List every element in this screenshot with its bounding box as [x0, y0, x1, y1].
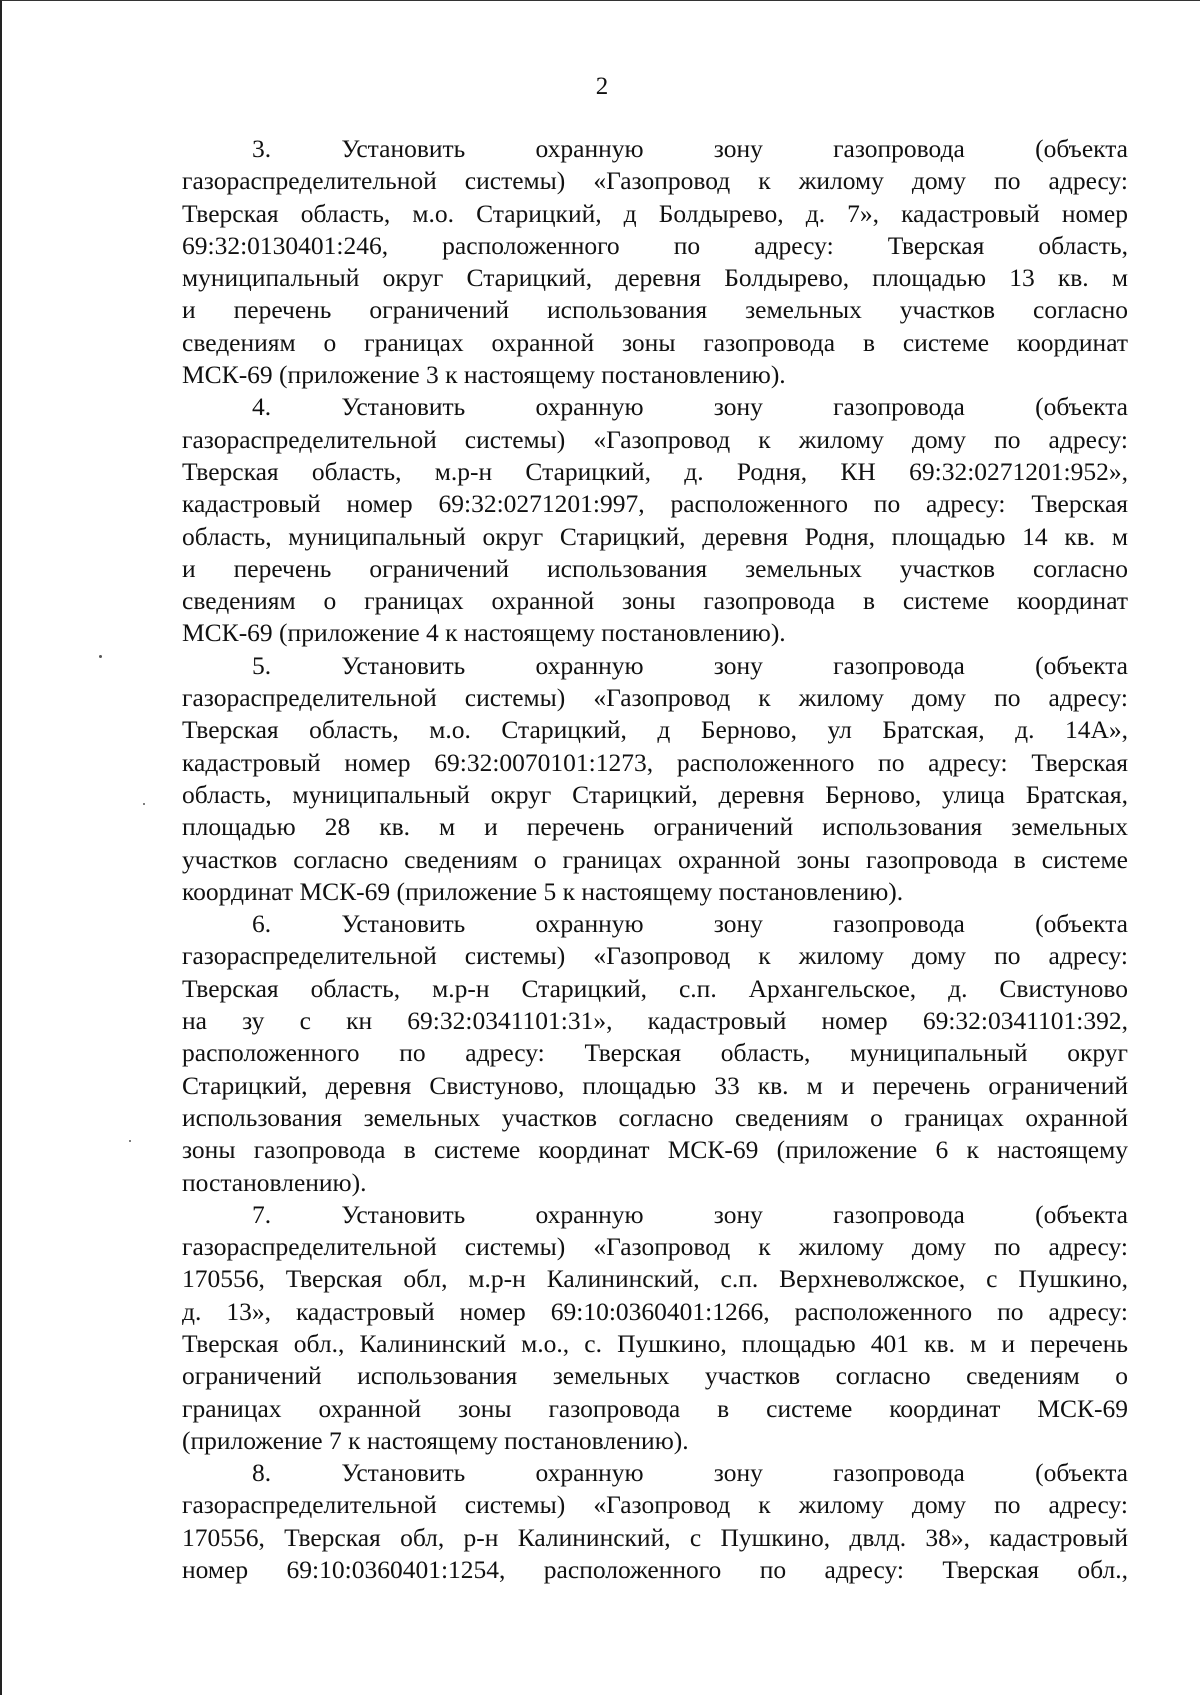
paragraph-line: 3. Установить охранную зону газопровода (объекта	[252, 134, 1128, 163]
paragraph-5	[182, 650, 1128, 908]
paragraph-line: использования земельных участков согласно сведениям о границах охранной	[182, 1102, 1128, 1132]
paragraph-line: координат МСК-69 (приложение 5 к настоящему постановлению).	[182, 876, 904, 906]
scan-speck	[143, 803, 145, 805]
paragraph-line: газораспределительной системы) «Газопровод к жилому дому по адресу:	[182, 166, 1128, 196]
paragraph-line: Старицкий, деревня Свистуново, площадью 33 кв. м и перечень ограничений	[182, 1070, 1128, 1100]
paragraph-line: 8. Установить охранную зону газопровода (объекта	[252, 1458, 1128, 1488]
paragraph-line: Тверская область, м.о. Старицкий, д Берново, ул Братская, д. 14А»,	[182, 715, 1128, 745]
page-number: 2	[595, 73, 609, 100]
paragraph-line: сведениям о границах охранной зоны газопровода в системе координат	[182, 586, 1128, 616]
paragraph-line: кадастровый номер 69:32:0070101:1273, расположенного по адресу: Тверская	[182, 747, 1128, 777]
paragraph-4	[182, 391, 1128, 649]
paragraph-line: газораспределительной системы) «Газопровод к жилому дому по адресу:	[182, 683, 1128, 713]
paragraph-line: газораспределительной системы) «Газопровод к жилому дому по адресу:	[182, 1232, 1128, 1262]
paragraph-line: МСК-69 (приложение 4 к настоящему постановлению).	[182, 618, 786, 648]
paragraph-line: газораспределительной системы) «Газопровод к жилому дому по адресу:	[182, 941, 1128, 971]
paragraph-line: 69:32:0130401:246, расположенного по адресу: Тверская область,	[182, 230, 1128, 260]
paragraph-line: сведениям о границах охранной зоны газопровода в системе координат	[182, 327, 1128, 357]
paragraph-line: на зу с кн 69:32:0341101:31», кадастровый номер 69:32:0341101:392,	[182, 1006, 1128, 1036]
paragraph-line: газораспределительной системы) «Газопровод к жилому дому по адресу:	[182, 424, 1128, 454]
paragraph-line: МСК-69 (приложение 3 к настоящему постановлению).	[182, 360, 786, 390]
paragraph-line: Тверская область, м.р-н Старицкий, д. Родня, КН 69:32:0271201:952»,	[182, 456, 1128, 486]
paragraph-line: Тверская обл., Калининский м.о., с. Пушкино, площадью 401 кв. м и перечень	[182, 1328, 1128, 1358]
paragraph-line: ограничений использования земельных участков согласно сведениям о	[182, 1361, 1128, 1391]
paragraph-line: 170556, Тверская обл, р-н Калининский, с Пушкино, двлд. 38», кадастровый	[182, 1522, 1128, 1552]
paragraph-line: газораспределительной системы) «Газопровод к жилому дому по адресу:	[182, 1490, 1128, 1520]
paragraph-line: д. 13», кадастровый номер 69:10:0360401:1266, расположенного по адресу:	[182, 1296, 1128, 1326]
paragraph-line: 6. Установить охранную зону газопровода (объекта	[252, 909, 1128, 939]
paragraph-line: и перечень ограничений использования земельных участков согласно	[182, 553, 1128, 583]
paragraph-line: область, муниципальный округ Старицкий, деревня Родня, площадью 14 кв. м	[182, 521, 1128, 551]
paragraph-line: расположенного по адресу: Тверская область, муниципальный округ	[182, 1038, 1128, 1068]
paragraph-6	[182, 908, 1128, 1199]
paragraph-line: зоны газопровода в системе координат МСК-69 (приложение 6 к настоящему	[182, 1135, 1128, 1165]
paragraph-line: область, муниципальный округ Старицкий, деревня Берново, улица Братская,	[182, 779, 1128, 809]
paragraph-7	[182, 1199, 1128, 1457]
paragraph-line: 170556, Тверская обл, м.р-н Калининский, с.п. Верхневолжское, с Пушкино,	[182, 1264, 1128, 1294]
paragraph-line: номер 69:10:0360401:1254, расположенного по адресу: Тверская обл.,	[182, 1555, 1128, 1585]
paragraph-line: и перечень ограничений использования земельных участков согласно	[182, 295, 1128, 325]
paragraph-line: 4. Установить охранную зону газопровода (объекта	[252, 392, 1128, 422]
paragraph-8	[182, 1457, 1128, 1586]
scan-speck	[99, 655, 102, 658]
paragraph-line: границах охранной зоны газопровода в системе координат МСК-69	[182, 1393, 1128, 1423]
paragraph-line: Тверская область, м.р-н Старицкий, с.п. Архангельское, д. Свистуново	[182, 973, 1128, 1003]
paragraph-line: 7. Установить охранную зону газопровода (объекта	[252, 1199, 1128, 1229]
paragraph-line: (приложение 7 к настоящему постановлению).	[182, 1425, 689, 1455]
paragraph-3	[182, 133, 1128, 391]
paragraph-line: кадастровый номер 69:32:0271201:997, расположенного по адресу: Тверская	[182, 489, 1128, 519]
paragraph-line: Тверская область, м.о. Старицкий, д Болдырево, д. 7», кадастровый номер	[182, 198, 1128, 228]
paragraph-line: муниципальный округ Старицкий, деревня Болдырево, площадью 13 кв. м	[182, 263, 1128, 293]
paragraph-line: 5. Установить охранную зону газопровода (объекта	[252, 650, 1128, 680]
document-body	[182, 133, 1128, 1586]
scan-speck	[129, 1140, 131, 1142]
paragraph-line: площадью 28 кв. м и перечень ограничений использования земельных	[182, 812, 1128, 842]
paragraph-line: участков согласно сведениям о границах охранной зоны газопровода в системе	[182, 844, 1128, 874]
paragraph-line: постановлению).	[182, 1167, 367, 1197]
